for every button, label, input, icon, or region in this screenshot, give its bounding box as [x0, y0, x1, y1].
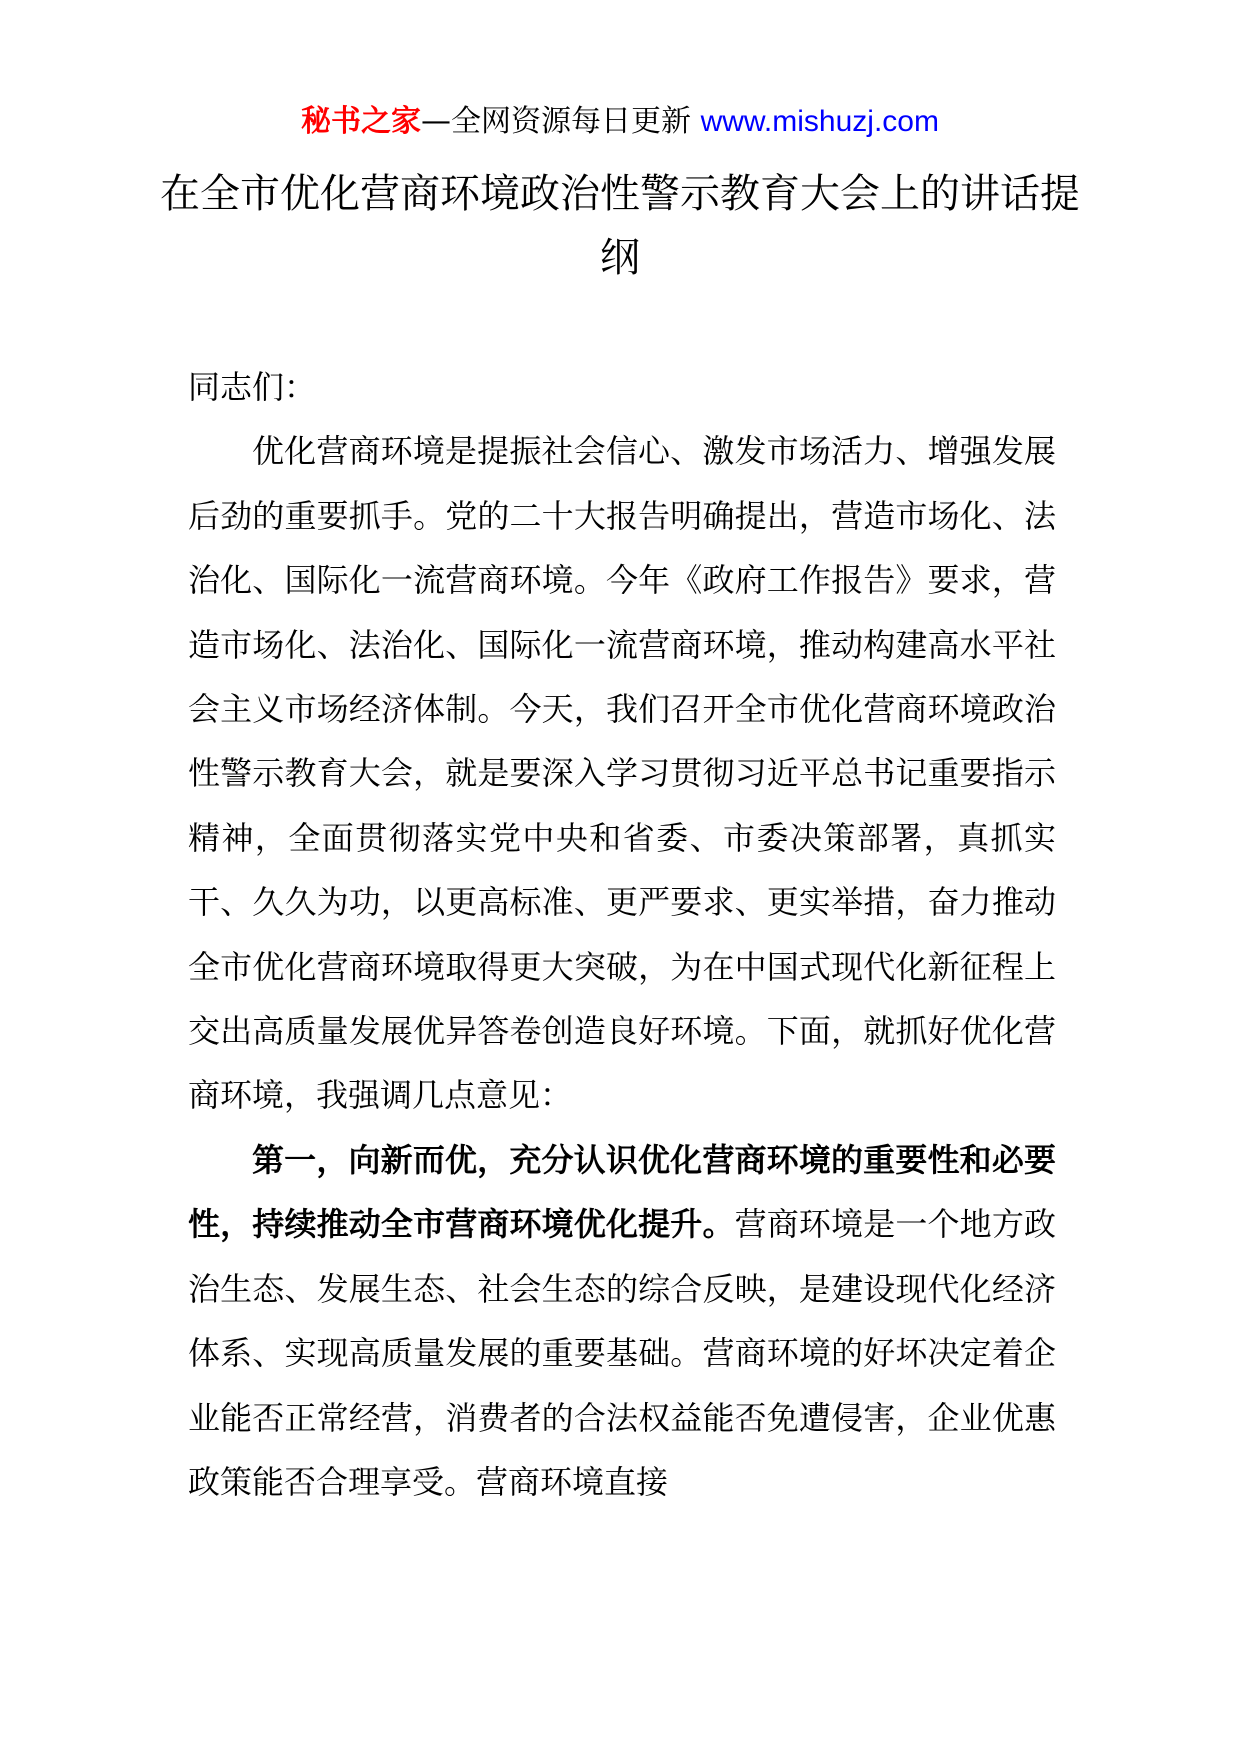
salutation: 同志们： [188, 368, 317, 406]
site-name: 秘书之家 [301, 104, 422, 139]
document-body [188, 355, 1056, 1514]
site-slogan: —全网资源每日更新 [421, 104, 692, 139]
document-title: 在全市优化营商环境政治性警示教育大会上的讲话提纲 [160, 171, 1080, 281]
site-url-link[interactable]: www.mishuzj.com [700, 105, 939, 138]
paragraph-body-text: 营商环境是一个地方政治生态、发展生态、社会生态的综合反映，是建设现代化经济体系、实现高质量发展的重要基础。营商环境的好坏决定着企业能否正常经营，消费者的合法权益能否免遭侵害，企业优惠政策能否合理享受。营商环境直接 [188, 1205, 1056, 1501]
paragraph-intro: 优化营商环境是提振社会信心、激发市场活力、增强发展后劲的重要抓手。党的二十大报告明确提出，营造市场化、法治化、国际化一流营商环境。今年《政府工作报告》要求，营造市场化、法治化、国际化一流营商环境，推动构建高水平社会主义市场经济体制。今天，我们召开全市优化营商环境政治性警示教育大会，就是要深入学习贯彻习近平总书记重要指示精神，全面贯彻落实党中央和省委、市委决策部署，真抓实干、久久为功，以更高标准、更严要求、更实举措，奋力推动全市优化营商环境取得更大突破，为在中国式现代化新征程上交出高质量发展优异答卷创造良好环境。下面，就抓好优化营商环境，我强调几点意见： [188, 432, 1056, 1115]
site-header [0, 102, 1240, 142]
paragraph-first-point [188, 1128, 1056, 1514]
paragraph-lead-sentence: 第一，向新而优，充分认识优化营商环境的重要性和必要性，持续推动全市营商环境优化提升。 [188, 1140, 1056, 1244]
